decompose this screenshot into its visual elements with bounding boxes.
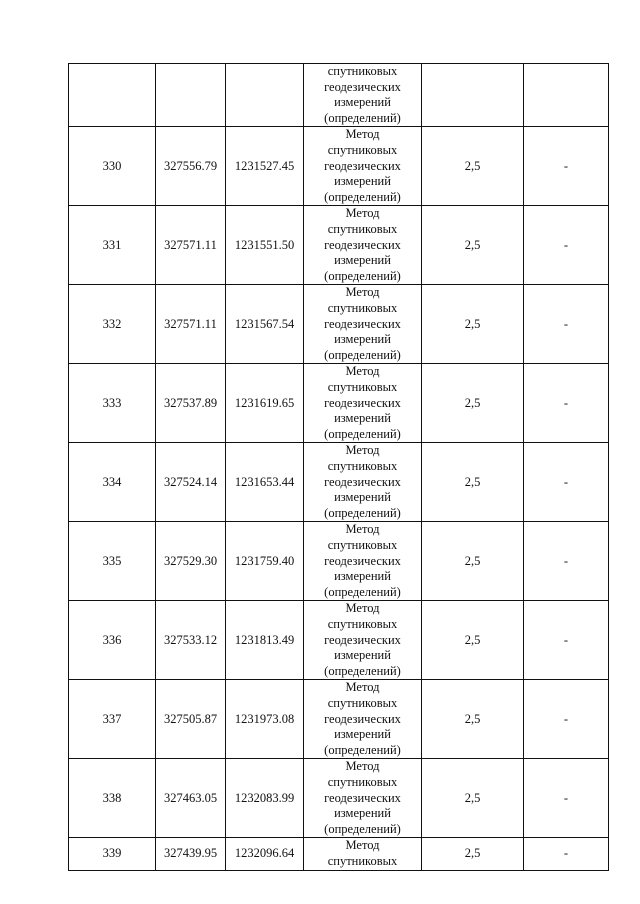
note-cell: - [524,443,609,522]
accuracy-cell: 2,5 [422,206,524,285]
note-cell: - [524,522,609,601]
table-row-continued [69,64,609,127]
method-text-line: спутниковых [327,853,398,868]
method-text-line: спутниковых [327,379,398,394]
x-coordinate-cell: 327529.30 [156,522,226,601]
method-text-line: Метод [345,759,380,774]
accuracy-cell: 2,5 [422,285,524,364]
method-text-line: измерений [334,648,391,663]
method-cell [304,443,422,522]
x-coordinate-cell [156,64,226,127]
note-cell: - [524,206,609,285]
y-coordinate-cell: 1231551.50 [226,206,304,285]
method-text-line: (определений) [324,584,401,599]
accuracy-cell [422,64,524,127]
point-number-cell: 336 [69,601,156,680]
x-coordinate-cell: 327556.79 [156,127,226,206]
table-row [69,285,609,364]
point-number-cell: 333 [69,364,156,443]
y-coordinate-cell: 1231813.49 [226,601,304,680]
method-text-line: измерений [334,806,391,821]
y-coordinate-cell [226,64,304,127]
method-text-line: (определений) [324,663,401,678]
method-text-line: измерений [334,174,391,189]
method-text-line: геодезических [324,316,401,331]
point-number-cell: 339 [69,838,156,870]
method-text-line: Метод [345,206,380,221]
method-text-line: измерений [334,95,391,110]
method-cell [304,680,422,759]
point-number-cell [69,64,156,127]
method-cell [304,364,422,443]
point-number-cell: 331 [69,206,156,285]
note-cell: - [524,759,609,838]
coordinates-table [68,63,609,871]
method-text-line: (определений) [324,268,401,283]
y-coordinate-cell: 1232083.99 [226,759,304,838]
y-coordinate-cell: 1231653.44 [226,443,304,522]
method-text-line: геодезических [324,790,401,805]
point-number-cell: 335 [69,522,156,601]
method-text-line: измерений [334,411,391,426]
method-text-line: спутниковых [327,142,398,157]
note-cell: - [524,838,609,870]
method-text-line: измерений [334,490,391,505]
accuracy-cell: 2,5 [422,522,524,601]
method-text-line: геодезических [324,237,401,252]
table-row [69,522,609,601]
method-text-line: (определений) [324,821,401,836]
accuracy-cell: 2,5 [422,759,524,838]
y-coordinate-cell: 1231567.54 [226,285,304,364]
x-coordinate-cell: 327439.95 [156,838,226,870]
method-text-line: геодезических [324,395,401,410]
method-text-line: измерений [334,569,391,584]
method-text-line: геодезических [324,553,401,568]
method-text-line: Метод [345,127,380,142]
table-row [69,759,609,838]
method-text-line: (определений) [324,189,401,204]
method-text-line: спутниковых [327,458,398,473]
accuracy-cell: 2,5 [422,443,524,522]
method-cell [304,601,422,680]
method-text-line: (определений) [324,110,401,125]
x-coordinate-cell: 327533.12 [156,601,226,680]
method-text-line: (определений) [324,505,401,520]
table-row [69,838,609,870]
accuracy-cell: 2,5 [422,838,524,870]
method-text-line: спутниковых [327,616,398,631]
method-cell [304,522,422,601]
method-text-line: геодезических [324,158,401,173]
method-text-line: спутниковых [327,221,398,236]
note-cell: - [524,285,609,364]
method-text-line: Метод [345,838,380,853]
table-row [69,364,609,443]
point-number-cell: 337 [69,680,156,759]
y-coordinate-cell: 1231759.40 [226,522,304,601]
method-text-line: геодезических [324,632,401,647]
accuracy-cell: 2,5 [422,601,524,680]
y-coordinate-cell: 1231973.08 [226,680,304,759]
x-coordinate-cell: 327571.11 [156,285,226,364]
method-text-line: (определений) [324,347,401,362]
method-cell [304,206,422,285]
x-coordinate-cell: 327505.87 [156,680,226,759]
point-number-cell: 334 [69,443,156,522]
x-coordinate-cell: 327463.05 [156,759,226,838]
note-cell: - [524,364,609,443]
method-text-line: спутниковых [327,537,398,552]
method-text-line: геодезических [324,79,401,94]
method-text-line: Метод [345,601,380,616]
method-cell [304,759,422,838]
point-number-cell: 330 [69,127,156,206]
table-row [69,206,609,285]
table-row [69,680,609,759]
method-cell [304,838,422,870]
point-number-cell: 332 [69,285,156,364]
note-cell [524,64,609,127]
method-text-line: (определений) [324,742,401,757]
method-text-line: геодезических [324,474,401,489]
accuracy-cell: 2,5 [422,680,524,759]
method-text-line: спутниковых [327,774,398,789]
note-cell: - [524,127,609,206]
method-cell [304,127,422,206]
method-text-line: геодезических [324,711,401,726]
method-text-line: Метод [345,522,380,537]
table-row [69,127,609,206]
x-coordinate-cell: 327571.11 [156,206,226,285]
y-coordinate-cell: 1232096.64 [226,838,304,870]
accuracy-cell: 2,5 [422,364,524,443]
method-text-line: измерений [334,253,391,268]
method-cell [304,285,422,364]
x-coordinate-cell: 327524.14 [156,443,226,522]
method-text-line: (определений) [324,426,401,441]
table-row [69,601,609,680]
y-coordinate-cell: 1231619.65 [226,364,304,443]
point-number-cell: 338 [69,759,156,838]
coordinates-table-body [69,64,609,871]
method-text-line: измерений [334,332,391,347]
x-coordinate-cell: 327537.89 [156,364,226,443]
y-coordinate-cell: 1231527.45 [226,127,304,206]
method-cell [304,64,422,127]
note-cell: - [524,680,609,759]
note-cell: - [524,601,609,680]
method-text-line: Метод [345,285,380,300]
method-text-line: спутниковых [327,695,398,710]
table-row [69,443,609,522]
method-text-line: Метод [345,680,380,695]
method-text-line: измерений [334,727,391,742]
method-text-line: Метод [345,443,380,458]
method-text-line: спутниковых [327,300,398,315]
accuracy-cell: 2,5 [422,127,524,206]
method-text-line: Метод [345,364,380,379]
method-text-line: спутниковых [327,64,398,78]
